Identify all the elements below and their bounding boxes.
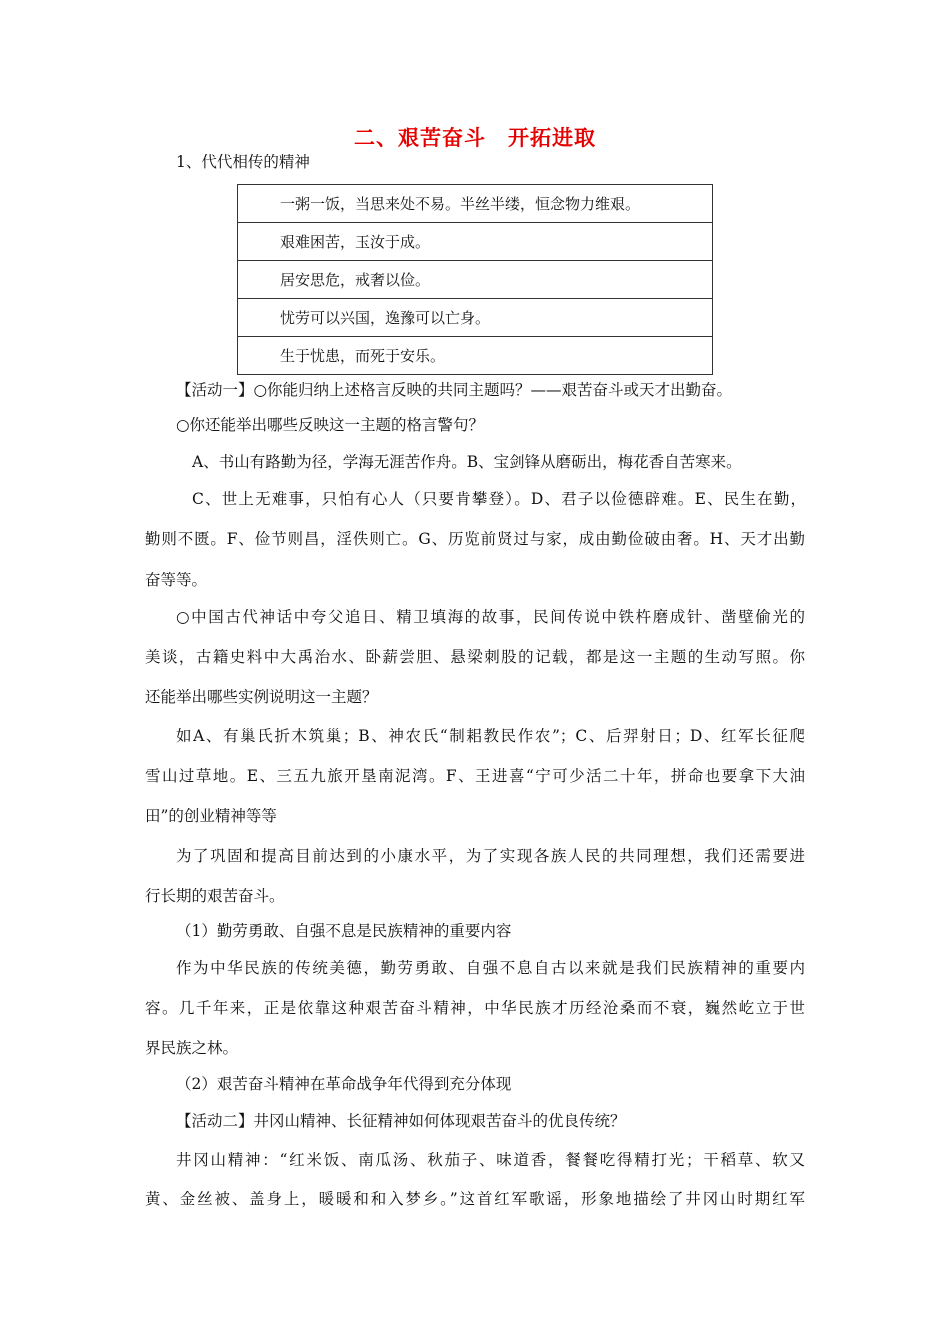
paragraph-line: 作为中华民族的传统美德，勤劳勇敢、自强不息自古以来就是我们民族精神的重要内 bbox=[176, 959, 805, 977]
table-row bbox=[238, 337, 713, 375]
quote-cell: 艰难困苦，玉汝于成。 bbox=[238, 223, 713, 261]
activity-1-question: 【活动一】○你能归纳上述格言反映的共同主题吗？——艰苦奋斗或天才出勤奋。 bbox=[176, 381, 733, 399]
paragraph-line: 行长期的艰苦奋斗。 bbox=[145, 887, 285, 905]
paragraph-line: 井冈山精神：“红米饭、南瓜汤、秋茄子、味道香，餐餐吃得精打光；干稻草、软又 bbox=[176, 1151, 805, 1169]
section-heading-1: （1）勤劳勇敢、自强不息是民族精神的重要内容 bbox=[176, 922, 512, 940]
paragraph-line: 还能举出哪些实例说明这一主题？ bbox=[145, 688, 378, 706]
table-row bbox=[238, 223, 713, 261]
paragraph-line: 奋等等。 bbox=[145, 571, 208, 589]
paragraph-line: ○你还能举出哪些反映这一主题的格言警句？ bbox=[176, 416, 485, 434]
paragraph-line: 雪山过草地。E、三五九旅开垦南泥湾。F、王进喜“宁可少活二十年，拼命也要拿下大油 bbox=[145, 767, 805, 785]
paragraph-line: A、书山有路勤为径，学海无涯苦作舟。B、宝剑锋从磨砺出，梅花香自苦寒来。 bbox=[192, 453, 742, 471]
paragraph-line: 如A、有巢氏折木筑巢；B、神农氏“制耜教民作农”；C、后羿射日；D、红军长征爬 bbox=[176, 727, 805, 745]
quote-cell: 一粥一饭，当思来处不易。半丝半缕，恒念物力维艰。 bbox=[238, 185, 713, 223]
title-part-1: 二、艰苦奋斗 bbox=[354, 126, 486, 150]
quotes-table bbox=[237, 184, 713, 375]
table-row bbox=[238, 261, 713, 299]
paragraph-line: ○中国古代神话中夸父追日、精卫填海的故事，民间传说中铁杵磨成针、凿壁偷光的 bbox=[176, 608, 805, 626]
paragraph-line: 为了巩固和提高目前达到的小康水平，为了实现各族人民的共同理想，我们还需要进 bbox=[176, 847, 805, 865]
table-row bbox=[238, 299, 713, 337]
page-title bbox=[0, 122, 950, 152]
paragraph-line: 界民族之林。 bbox=[145, 1039, 239, 1057]
paragraph-line: 黄、金丝被、盖身上，暖暖和和入梦乡。”这首红军歌谣，形象地描绘了井冈山时期红军 bbox=[145, 1190, 805, 1208]
paragraph-line: 美谈，古籍史料中大禹治水、卧薪尝胆、悬梁刺股的记载，都是这一主题的生动写照。你 bbox=[145, 648, 805, 666]
section-heading-2: （2）艰苦奋斗精神在革命战争年代得到充分体现 bbox=[176, 1075, 512, 1093]
quote-cell: 居安思危，戒奢以俭。 bbox=[238, 261, 713, 299]
title-part-2: 开拓进取 bbox=[508, 126, 596, 150]
paragraph-line: 容。几千年来，正是依靠这种艰苦奋斗精神，中华民族才历经沧桑而不衰，巍然屹立于世 bbox=[145, 999, 805, 1017]
quote-cell: 忧劳可以兴国，逸豫可以亡身。 bbox=[238, 299, 713, 337]
paragraph-line: 勤则不匮。F、俭节则昌，淫佚则亡。G、历览前贤过与家，成由勤俭破由奢。H、天才出勤 bbox=[145, 530, 805, 548]
activity-2-question: 【活动二】井冈山精神、长征精神如何体现艰苦奋斗的优良传统？ bbox=[176, 1112, 626, 1130]
paragraph-line: C、世上无难事，只怕有心人（只要肯攀登）。D、君子以俭德辟难。E、民生在勤， bbox=[192, 490, 806, 508]
paragraph-line: 田”的创业精神等等 bbox=[145, 807, 277, 825]
quote-cell: 生于忧患，而死于安乐。 bbox=[238, 337, 713, 375]
table-row bbox=[238, 185, 713, 223]
subheading-1: 1、代代相传的精神 bbox=[176, 153, 310, 171]
